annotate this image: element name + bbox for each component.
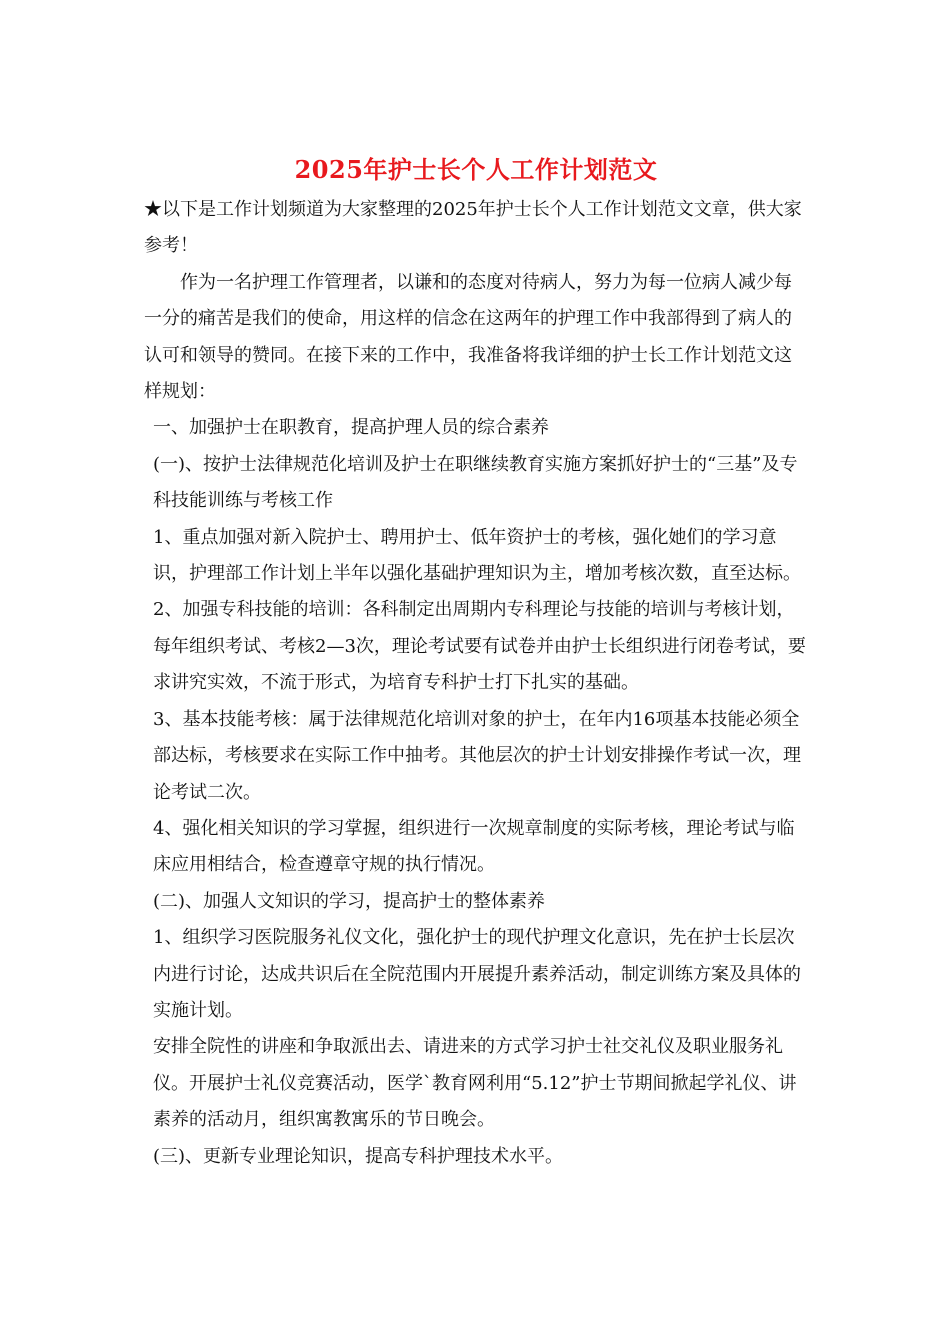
list-item-4: 4、强化相关知识的学习掌握，组织进行一次规章制度的实际考核，理论考试与临床应用相结合，检查遵章守规的执行情况。 xyxy=(153,817,795,876)
subsection-heading-2: (二)、加强人文知识的学习，提高护士的整体素养 xyxy=(153,890,546,912)
list-item-1: 1、重点加强对新入院护士、聘用护士、低年资护士的考核，强化她们的学习意识，护理部工作计划上半年以强化基础护理知识为主，增加考核次数，直至达标。 xyxy=(153,526,801,585)
body-paragraph-opening: 作为一名护理工作管理者，以谦和的态度对待病人，努力为每一位病人减少每一分的痛苦是我们的使命，用这样的信念在这两年的护理工作中我部得到了病人的认可和领导的赞同。在接下来的工作中，我准备将我详细的护士长工作计划范文这样规划： xyxy=(144,271,792,403)
subsection-heading-1: (一)、按护士法律规范化培训及护士在职继续教育实施方案抓好护士的“三基”及专科技能训练与考核工作 xyxy=(153,453,798,512)
list-item-2: 2、加强专科技能的培训：各科制定出周期内专科理论与技能的培训与考核计划，每年组织考试、考核2—3次，理论考试要有试卷并由护士长组织进行闭卷考试，要求讲究实效，不流于形式，为培育专科护士打下扎实的基础。 xyxy=(153,599,806,694)
document-page xyxy=(144,150,808,1175)
list-item-3: 3、基本技能考核：属于法律规范化培训对象的护士，在年内16项基本技能必须全部达标，考核要求在实际工作中抽考。其他层次的护士计划安排操作考试一次，理论考试二次。 xyxy=(153,708,801,803)
intro-paragraph: ★以下是工作计划频道为大家整理的2025年护士长个人工作计划范文文章，供大家参考！ xyxy=(144,199,802,257)
subsection-heading-3: (三)、更新专业理论知识，提高专科护理技术水平。 xyxy=(153,1145,564,1167)
document-title: 2025年护士长个人工作计划范文 xyxy=(294,155,658,184)
list-item-5: 1、组织学习医院服务礼仪文化，强化护士的现代护理文化意识，先在护士长层次内进行讨论，达成共识后在全院范围内开展提升素养活动，制定训练方案及具体的实施计划。 xyxy=(153,927,801,1021)
section-heading-1: 一、加强护士在职教育，提高护理人员的综合素养 xyxy=(153,417,549,439)
body-paragraph-etiquette: 安排全院性的讲座和争取派出去、请进来的方式学习护士社交礼仪及职业服务礼仪。开展护士礼仪竞赛活动，医学`教育网利用“5.12”护士节期间掀起学礼仪、讲素养的活动月，组织寓教寓乐的节日晚会。 xyxy=(153,1036,797,1131)
